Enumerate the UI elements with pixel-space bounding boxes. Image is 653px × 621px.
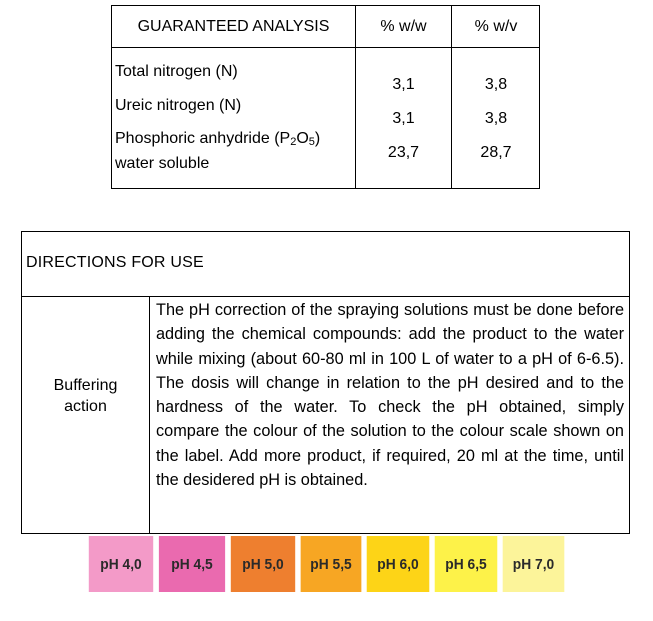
buffering-action-label [22,375,149,417]
ph-swatch-4 [367,536,430,592]
value-ureic-nitrogen-ww: 3,1 [392,110,415,127]
header-w-v: % w/v [474,17,518,35]
ph-swatch-6 [503,536,565,592]
ph-swatch-label: pH 5,5 [310,555,352,573]
directions-table [21,231,630,534]
value-total-nitrogen-wv: 3,8 [484,76,508,93]
buffering-label-line1: Buffering [53,377,118,394]
ph-colour-scale [86,536,567,592]
ph-swatch-label: pH 4,0 [100,555,142,573]
header-w-w: % w/w [380,17,427,35]
value-phosphoric-wv: 28,7 [480,144,512,161]
ph-swatch-3 [301,536,362,592]
ph-swatch-5 [435,536,498,592]
ph-swatch-0 [89,536,153,592]
header-guaranteed-analysis: GUARANTEED ANALYSIS [137,17,330,35]
ph-swatch-2 [231,536,295,592]
buffering-label-line2: action [64,398,107,415]
value-total-nitrogen-ww: 3,1 [392,76,415,93]
value-phosphoric-ww: 23,7 [387,144,420,161]
header-divider [112,47,539,48]
ph-swatch-label: pH 6,5 [445,555,487,573]
row-label-water-soluble: water soluble [115,155,210,172]
ph-swatch-1 [159,536,225,592]
row-label-total-nitrogen: Total nitrogen (N) [115,63,238,80]
ph-swatch-label: pH 5,0 [242,555,284,573]
value-ureic-nitrogen-wv: 3,8 [484,110,508,127]
row-label-phosphoric-anhydride: Phosphoric anhydride $(P_2O_5)$ [115,130,321,148]
row-label-ureic-nitrogen: Ureic nitrogen (N) [115,97,242,114]
directions-column-divider [149,296,150,533]
ph-swatch-label: pH 4,5 [171,555,213,573]
ph-swatch-label: pH 7,0 [512,555,555,573]
directions-title: DIRECTIONS FOR USE [26,254,204,271]
ph-swatch-label: pH 6,0 [377,555,419,573]
directions-header-divider [22,296,629,297]
guaranteed-analysis-table [111,5,540,189]
directions-text: The pH correction of the spraying solutions must be done before adding the chemical compounds: add the product to the water while mixing (about 60-80 ml in 100 L of water to a pH of 6-6.5). The dosis will change in relation to the pH desired and to the hardness of the water. To check the pH obtained, simply compare the colour of the solution to the colour scale shown on the label. Add more product, if required, 20 ml at the time, until the desidered pH is obtained. [156,301,624,490]
